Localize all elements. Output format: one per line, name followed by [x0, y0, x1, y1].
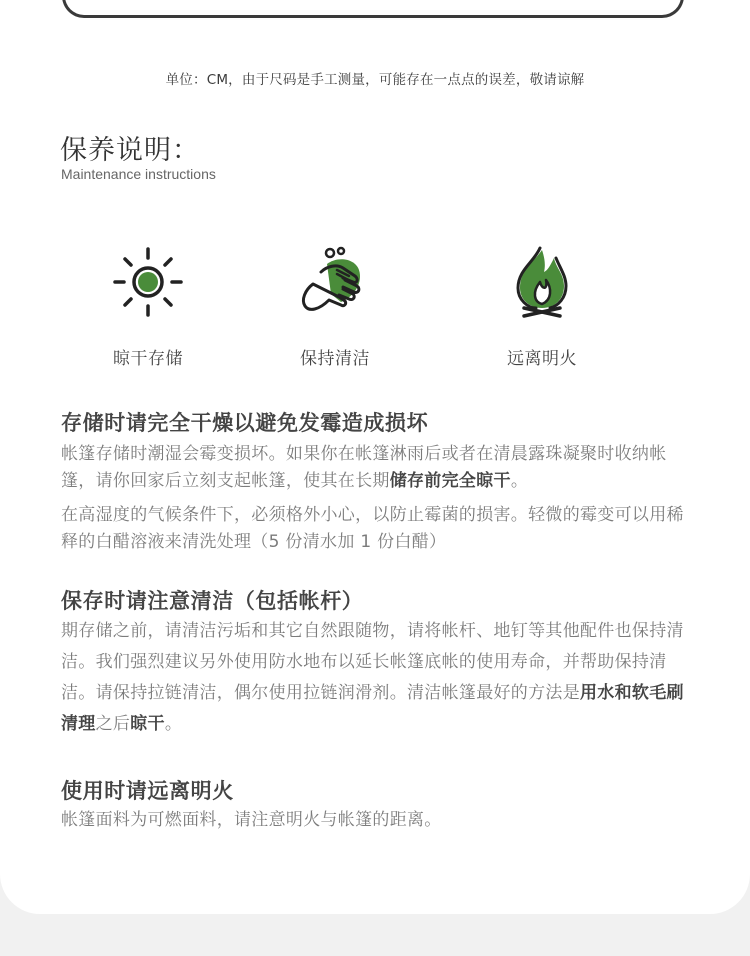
storage-paragraph-1: 帐篷存储时潮湿会霉变损坏。如果你在帐篷淋雨后或者在清晨露珠凝聚时收纳帐篷，请你回家后立刻支起帐篷，使其在长期储存前完全晾干。 — [61, 444, 667, 491]
care-label-dry: 晾干存储 — [113, 349, 183, 369]
storage-paragraph-2: 在高湿度的气候条件下，必须格外小心，以防止霉菌的损害。轻微的霉变可以用稀释的白醋溶液来清洗处理（5 份清水加 1 份白醋） — [61, 505, 684, 552]
care-item-dry — [73, 244, 223, 369]
fire-paragraph: 帐篷面料为可燃面料，请注意明火与帐篷的距离。 — [61, 810, 442, 830]
cleaning-emphasis-method: 用水和软毛刷清理 — [61, 683, 684, 734]
care-item-clean — [260, 244, 410, 369]
care-item-fire — [467, 244, 617, 369]
fire-heading: 使用时请远离明火 — [61, 779, 234, 803]
cleaning-heading: 保存时请注意清洁（包括帐杆） — [61, 589, 364, 613]
maintenance-subtitle: Maintenance instructions — [61, 166, 216, 182]
unit-note: 单位：CM，由于尺码是手工测量，可能存在一点点的误差，敬请谅解 — [165, 72, 585, 88]
size-table-bottom-edge — [62, 0, 684, 18]
sun-icon — [73, 244, 223, 320]
cleaning-paragraph: 期存储之前，请清洁污垢和其它自然跟随物，请将帐杆、地钉等其他配件也保持清洁。我们强烈建议另外使用防水地布以延长帐篷底帐的使用寿命，并帮助保持清洁。请保持拉链清洁，偶尔使用拉链润滑剂。清洁帐篷最好的方法是用水和软毛刷清理之后晾干。 — [61, 621, 684, 734]
care-label-clean: 保持清洁 — [300, 349, 370, 369]
washing-hands-icon — [260, 244, 410, 320]
fire-icon — [467, 244, 617, 320]
maintenance-title: 保养说明： — [60, 135, 200, 166]
storage-emphasis: 储存前完全晾干 — [389, 471, 511, 491]
storage-heading: 存储时请完全干燥以避免发霉造成损坏 — [61, 411, 429, 435]
care-label-fire: 远离明火 — [507, 349, 577, 369]
cleaning-emphasis-dry: 晾干 — [130, 714, 165, 734]
